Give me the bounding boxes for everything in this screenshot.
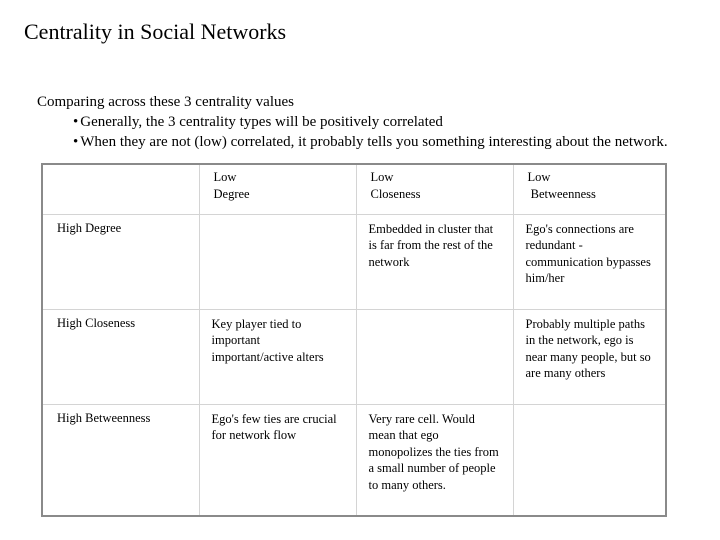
- intro-block: [37, 92, 668, 152]
- bullet-dot-icon: •: [73, 134, 79, 150]
- bullet-text: When they are not (low) correlated, it probably tells you something interesting about the network.: [80, 134, 668, 150]
- matrix-cell: Ego's few ties are crucial for network flow: [199, 404, 356, 516]
- column-header-line1: Low: [213, 170, 237, 184]
- column-header-line2: Closeness: [370, 186, 421, 201]
- matrix-corner-cell: [42, 164, 199, 214]
- matrix-row-high-betweenness: [42, 404, 666, 516]
- matrix-header-row: [42, 164, 666, 214]
- slide-title: Centrality in Social Networks: [24, 19, 287, 44]
- matrix-cell: Very rare cell. Would mean that ego monopolizes the ties from a small number of people to many others.: [356, 404, 513, 516]
- row-header-high-betweenness: High Betweenness: [42, 404, 199, 516]
- column-header-low-betweenness: [513, 164, 666, 214]
- column-header-low-closeness: [356, 164, 513, 214]
- matrix-cell: [199, 214, 356, 309]
- column-header-line1: Low: [370, 170, 394, 184]
- bullet-item: [37, 112, 668, 132]
- bullet-list: [37, 112, 668, 152]
- row-header-high-degree: High Degree: [42, 214, 199, 309]
- matrix-cell: Embedded in cluster that is far from the rest of the network: [356, 214, 513, 309]
- column-header-line2: Betweenness: [527, 186, 596, 201]
- matrix-cell: Ego's connections are redundant - communication bypasses him/her: [513, 214, 666, 309]
- column-header-low-degree: [199, 164, 356, 214]
- column-header-line1: Low: [527, 170, 551, 184]
- matrix-cell: Probably multiple paths in the network, ego is near many people, but so are many others: [513, 309, 666, 404]
- bullet-dot-icon: •: [73, 114, 79, 130]
- matrix-row-high-closeness: [42, 309, 666, 404]
- bullet-item: [37, 132, 668, 152]
- intro-lead: Comparing across these 3 centrality values: [37, 94, 295, 110]
- matrix-row-high-degree: [42, 214, 666, 309]
- matrix-cell: Key player tied to important important/active alters: [199, 309, 356, 404]
- centrality-matrix: [41, 163, 667, 517]
- bullet-text: Generally, the 3 centrality types will be positively correlated: [80, 114, 443, 130]
- matrix-cell: [513, 404, 666, 516]
- row-header-high-closeness: High Closeness: [42, 309, 199, 404]
- column-header-line2: Degree: [213, 186, 250, 201]
- matrix-cell: [356, 309, 513, 404]
